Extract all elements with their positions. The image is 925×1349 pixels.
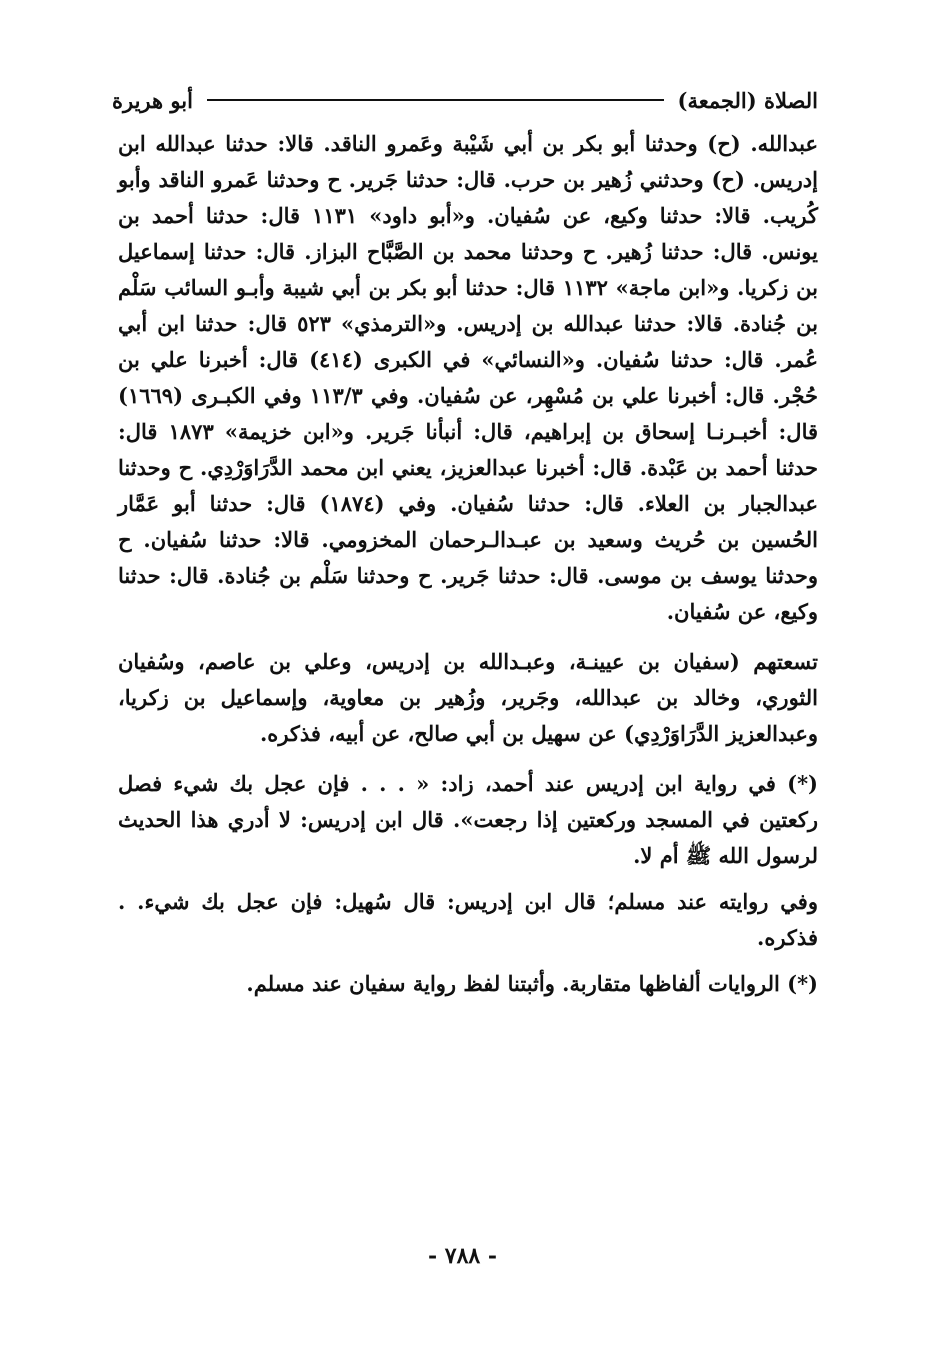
note-paragraph: (*) الروايات ألفاظها متقاربة. وأثبتنا لفظ رواية سفيان عند مسلم. [246,971,818,996]
note-paragraph: (*) في رواية ابن إدريس عند أحمد، زاد: « . . . فإن عجل بك شيء فصل ركعتين في المسجد وركعتين إذا رجعت». قال ابن إدريس: لا أدري هذا الحديث لرسول الله ﷺ أم لا. [118,771,818,868]
isnad-paragraph: عبدالله. (ح) وحدثنا أبو بكر بن أبي شَيْبة وعَمرو الناقد. قالا: حدثنا عبدالله ابن إدريس. (ح) وحدثني زُهير بن حرب. قال: حدثنا جَرير. ح وحدثنا عَمرو الناقد وأبو كُريب. قالا: حدثنا وكيع، عن سُفيان. و«أبو داود» ١١٣١ قال: حدثنا أحمد بن يونس. قال: حدثنا زُهير. ح وحدثنا محمد بن الصَّبَّاح البزاز. قال: حدثنا إسماعيل بن زكريا. و«ابن ماجة» ١١٣٢ قال: حدثنا أبو بكر بن أبي شيبة وأبـو السائب سَلْم بن جُنادة. قالا: حدثنا عبدالله بن إدريس. و«الترمذي» ٥٢٣ قال: حدثنا ابن أبي عُمر. قال: حدثنا سُفيان. و«النسائي» في الكبرى (٤١٤) قال: أخبرنا علي بن حُجْر. قال: أخبرنا علي بن مُسْهِر، عن سُفيان. وفي ١١٣/٣ وفي الكبـرى (١٦٦٩) قال: أخبـرنـا إسحاق بن إبراهيم، قال: أنبأنا جَرير. و«ابن خزيمة» ١٨٧٣ قال: حدثنا أحمد بن عَبْدة. قال: أخبرنا عبدالعزيز، يعني ابن محمد الدَّرَاوَرْدِي. ح وحدثنا عبدالجبار بن العلاء. قال: حدثنا سُفيان. وفي (١٨٧٤) قال: حدثنا أبو عَمَّار الحُسين بن حُريث وسعيد بن عبـدالـرحمان المخزومي. قالا: حدثنا سُفيان. ح وحدثنا يوسف بن موسى. قال: حدثنا جَرير. ح وحدثنا سَلْم بن جُنادة. قال: حدثنا وكيع، عن سُفيان. [118,131,819,624]
narrators-paragraph: تسعتهم (سفيان بن عيينـة، وعبـدالله بن إدريس، وعلي بن عاصم، وسُفيان الثوري، وخالد بن عبدالله، وجَرير، وزُهير بن معاوية، وإسماعيل بن زكريا، وعبدالعزيز الدَّرَاوَرْدِي) عن سهيل بن أبي صالح، عن أبيه، فذكره. [118,649,818,746]
narrator-name: أبو هريرة [112,87,193,113]
note-paragraph: وفي روايته عند مسلم؛ قال ابن إدريس: قال سُهيل: فإن عجل بك شيء. . فذكره. [118,889,818,950]
page-number: - ٧٨٨ - [427,1243,498,1269]
header-rule [207,99,664,101]
page-body [118,126,818,1002]
running-header [112,84,818,116]
section-title: الصلاة (الجمعة) [677,87,818,113]
